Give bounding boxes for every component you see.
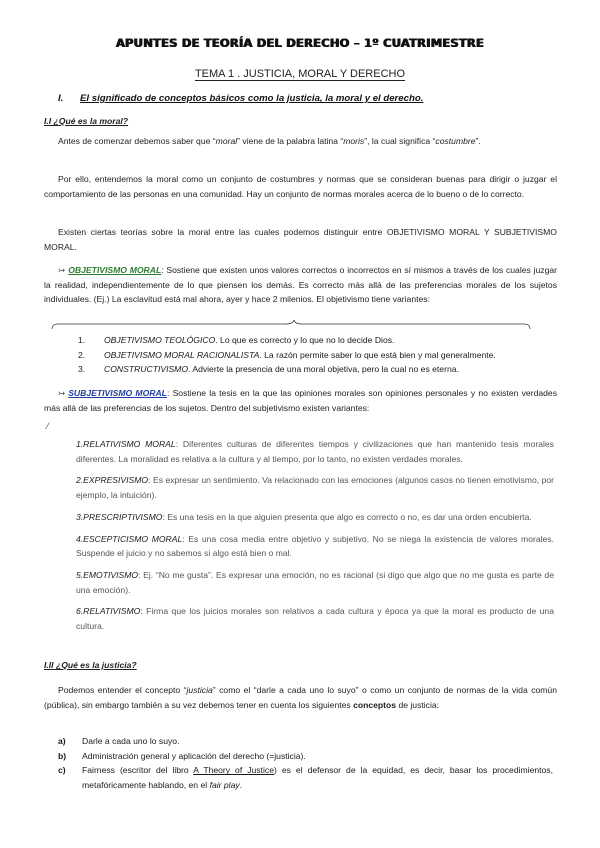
list-item: 3. CONSTRUCTIVISMO. Advierte la presencia de una moral objetiva, pero la cual no es eterna.: [78, 364, 459, 375]
tema-title: TEMA 1 . JUSTICIA, MORAL Y DERECHO: [194, 68, 406, 80]
book-title: A Theory of Justice: [193, 765, 274, 776]
objetivismo-variants-list: [78, 333, 548, 377]
arrow-icon: ↣: [58, 388, 66, 398]
paragraph-moral-definition: Por ello, entendemos la moral como un conjunto de costumbres y normas que se consideran buenas para dirigir o juzgar el comportamiento de las personas en una comunidad. Hay un conjunto de normas morales acerca de lo bueno o de lo correcto.: [44, 174, 557, 199]
document-title: APUNTES DE TEORÍA DEL DERECHO – 1º CUATRIMESTRE: [115, 36, 485, 50]
list-item: 6.RELATIVISMO: Firma que los juicios morales son relativos a cada cultura y época ya que la moral es producto de una cultura.: [76, 606, 554, 632]
list-item: a) Darle a cada uno lo suyo.: [58, 736, 180, 746]
section-heading: [58, 92, 423, 106]
subheading-justicia: I.II ¿Qué es la justicia?: [44, 660, 137, 670]
list-item: 1.RELATIVISMO MORAL: Diferentes culturas de diferentes tiempos y civilizaciones que han mantenido tesis morales diferentes. La moralidad es relativa a la cultura y al tiempo, por lo tanto, no existen verdades morales.: [76, 439, 554, 464]
justicia-concepts-list: [58, 734, 553, 793]
subheading-moral: I.I ¿Qué es la moral?: [44, 116, 129, 126]
keyword-objetivismo: OBJETIVISMO MORAL: [68, 265, 162, 275]
list-item: c) Fairness (escritor del libro A Theory of Justice) es el defensor de la equidad, es decir, basar los procedimientos, metafóricamente hablando, en el fair play.: [58, 765, 553, 791]
list-item: 3.PRESCRIPTIVISMO: Es una tesis en la que alguien presenta que algo es correcto o no, es dar una orden encubierta.: [76, 511, 532, 522]
paragraph-subjetivismo: ↣ SUBJETIVISMO MORAL: Sostiene la tesis en la que las opiniones morales son opiniones personales y no existen verdades más allá de las preferencias de los sujetos. Dentro del subjetivismo existen variantes:: [44, 388, 557, 413]
brace-decoration: [50, 320, 532, 330]
list-item: 4.ESCEPTICISMO MORAL: Es una cosa media entre objetivo y subjetivo. No se niega la existencia de valores morales. Suspende el juicio y no sabemos si algo está bien o mal.: [76, 533, 554, 559]
keyword-subjetivismo: SUBJETIVISMO MORAL: [68, 388, 167, 398]
paragraph-moral-origin: Antes de comenzar debemos saber que “moral” viene de la palabra latina “moris”, la cual significa “costumbre”.: [58, 136, 481, 146]
paragraph-justicia: Podemos entender el concepto “justicia” como el “darle a cada uno lo suyo” o como un conjunto de normas de la vida común (pública), sin embargo también a su vez debemos tener en cuenta los siguientes conceptos de justicia:: [44, 685, 557, 710]
list-item: b) Administración general y aplicación del derecho (=justicia).: [58, 750, 306, 761]
paragraph-moral-theories: Existen ciertas teorías sobre la moral entre las cuales podemos distinguir entre OBJETIVISMO MORAL Y SUBJETIVISMO MORAL.: [44, 227, 557, 252]
arrow-icon: ↣: [58, 265, 66, 275]
section-title: El significado de conceptos básicos como la justicia, la moral y el derecho.: [80, 93, 424, 104]
list-item: 2. OBJETIVISMO MORAL RACIONALISTA. La razón permite saber lo que está bien y mal generalmente.: [78, 349, 496, 360]
list-item: 5.EMOTIVISMO: Ej. “No me gusta”. Es expresar una emoción, no es racional (si digo que algo que no me gusta es parte de una emoción).: [76, 569, 554, 595]
paragraph-objetivismo: ↣ OBJETIVISMO MORAL: Sostiene que existen unos valores correctos o incorrectos en sí mismos a través de los cuales juzgar la realidad, independientemente de lo que piensen los demás. Es correcto más allá de las preferencias morales de los sujetos individuales. (Ej.) La esclavitud está mal ahora, ayer y hace 2 milenios. El objetivismo tiene variantes:: [44, 265, 557, 305]
list-item: 2.EXPRESIVISMO: Es expresar un sentimiento. Va relacionado con las emociones (algunos casos no tienen emotivismo, por ejemplo, la intuición).: [76, 475, 554, 501]
list-item: 1. OBJETIVISMO TEOLÓGICO. Lo que es correcto y lo que no lo decide Dios.: [78, 335, 395, 345]
subjetivismo-variants-list: [76, 437, 554, 634]
section-number: I.: [58, 93, 64, 104]
margin-mark: ⁄: [47, 421, 49, 431]
